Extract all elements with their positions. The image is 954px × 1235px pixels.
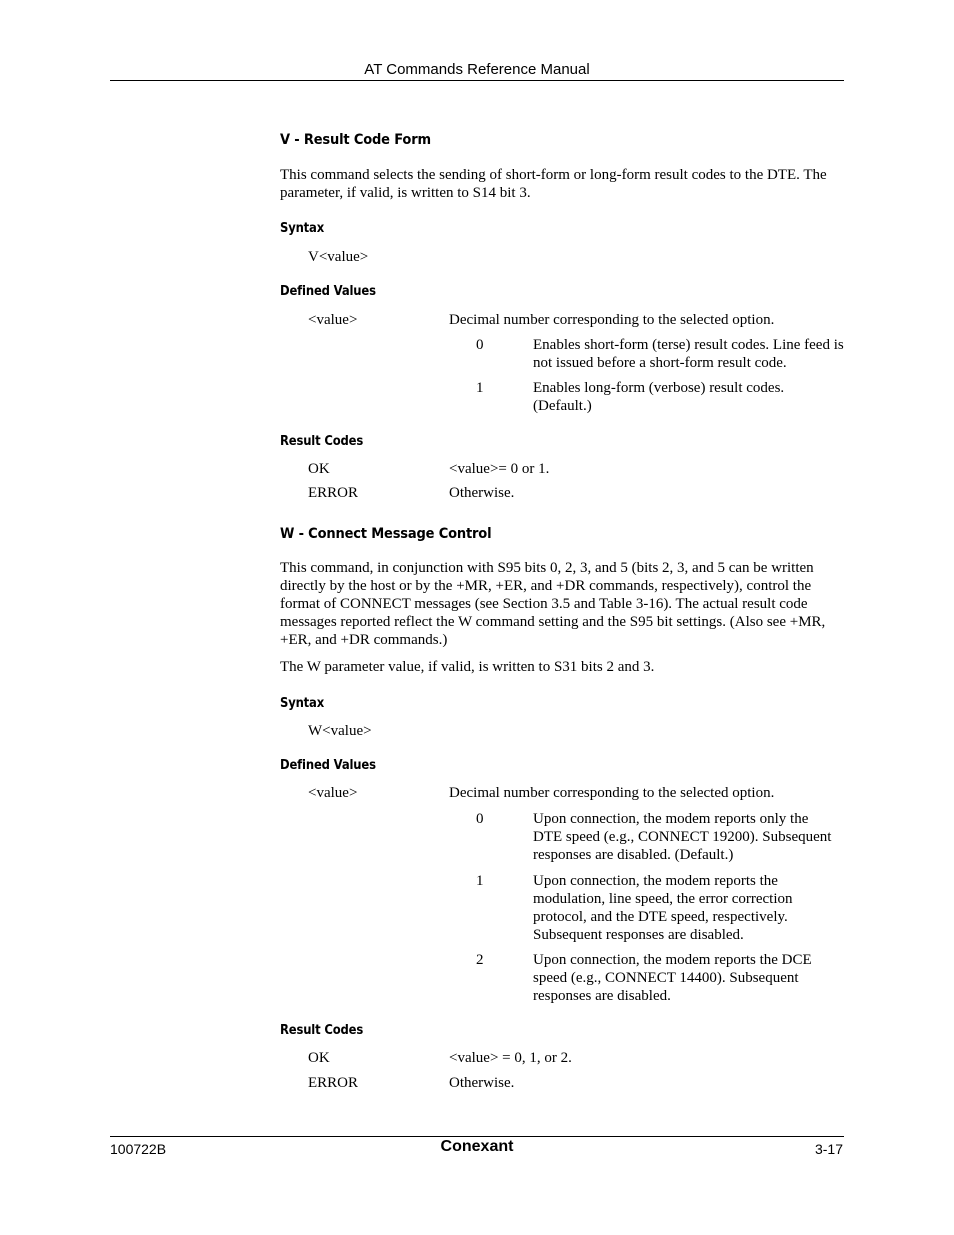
w-param-name: <value> [308,785,358,801]
v-option-text: Enables long-form (verbose) result codes. (Default.) [533,380,785,414]
v-option-value: 1 [476,380,484,396]
w-syntax-heading: Syntax [280,695,325,711]
w-description-2: The W parameter value, if valid, is written to S31 bits 2 and 3. [280,659,655,675]
v-section-title: V - Result Code Form [280,132,431,148]
w-option-text: Upon connection, the modem reports the modulation, line speed, the error correction protocol, and the DTE speed, respectively. Subsequent responses are disabled. [533,873,793,943]
w-result-desc: Otherwise. [449,1075,515,1091]
v-param-name: <value> [308,312,358,328]
v-param-desc: Decimal number corresponding to the selected option. [449,312,775,328]
doc-number: 100722B [110,1141,167,1157]
v-result-code: OK [308,461,330,477]
w-result-desc: <value> = 0, 1, or 2. [449,1050,572,1066]
footer-rule [110,1136,844,1137]
v-result-codes-heading: Result Codes [280,433,364,449]
company-name: Conexant [440,1138,514,1155]
v-result-desc: <value>= 0 or 1. [449,461,550,477]
w-result-code: ERROR [308,1075,359,1091]
v-result-code: ERROR [308,485,359,501]
w-section-title: W - Connect Message Control [280,526,492,542]
v-option-value: 0 [476,337,484,353]
w-option-text: Upon connection, the modem reports the DCE speed (e.g., CONNECT 14400). Subsequent responses are disabled. [533,952,812,1004]
w-defined-values-heading: Defined Values [280,757,376,773]
v-result-desc: Otherwise. [449,485,515,501]
w-option-text: Upon connection, the modem reports only the DTE speed (e.g., CONNECT 19200). Subsequent responses are disabled. (Default.) [533,811,832,863]
running-header: AT Commands Reference Manual [364,61,590,78]
w-option-value: 0 [476,811,484,827]
v-syntax: V<value> [308,249,369,265]
v-option-text: Enables short-form (terse) result codes. Line feed is not issued before a short-form result code. [533,337,844,371]
w-param-desc: Decimal number corresponding to the selected option. [449,785,775,801]
w-option-value: 2 [476,952,484,968]
w-syntax: W<value> [308,723,372,739]
w-result-codes-heading: Result Codes [280,1022,364,1038]
v-defined-values-heading: Defined Values [280,283,376,299]
v-syntax-heading: Syntax [280,220,325,236]
v-description: This command selects the sending of short-form or long-form result codes to the DTE. The parameter, if valid, is written to S14 bit 3. [280,167,827,201]
page-number: 3-17 [814,1141,843,1157]
w-description: This command, in conjunction with S95 bits 0, 2, 3, and 5 (bits 2, 3, and 5 can be written directly by the host or by the +MR, +ER, and +DR commands, respectively), control the format of CONNECT messages (see Section 3.5 and Table 3-16). The actual result code messages reported reflect the W command setting and the S95 bit settings. (Also see +MR, +ER, and +DR commands.) [280,560,826,648]
w-result-code: OK [308,1050,330,1066]
w-option-value: 1 [476,873,484,889]
header-rule [110,80,844,81]
